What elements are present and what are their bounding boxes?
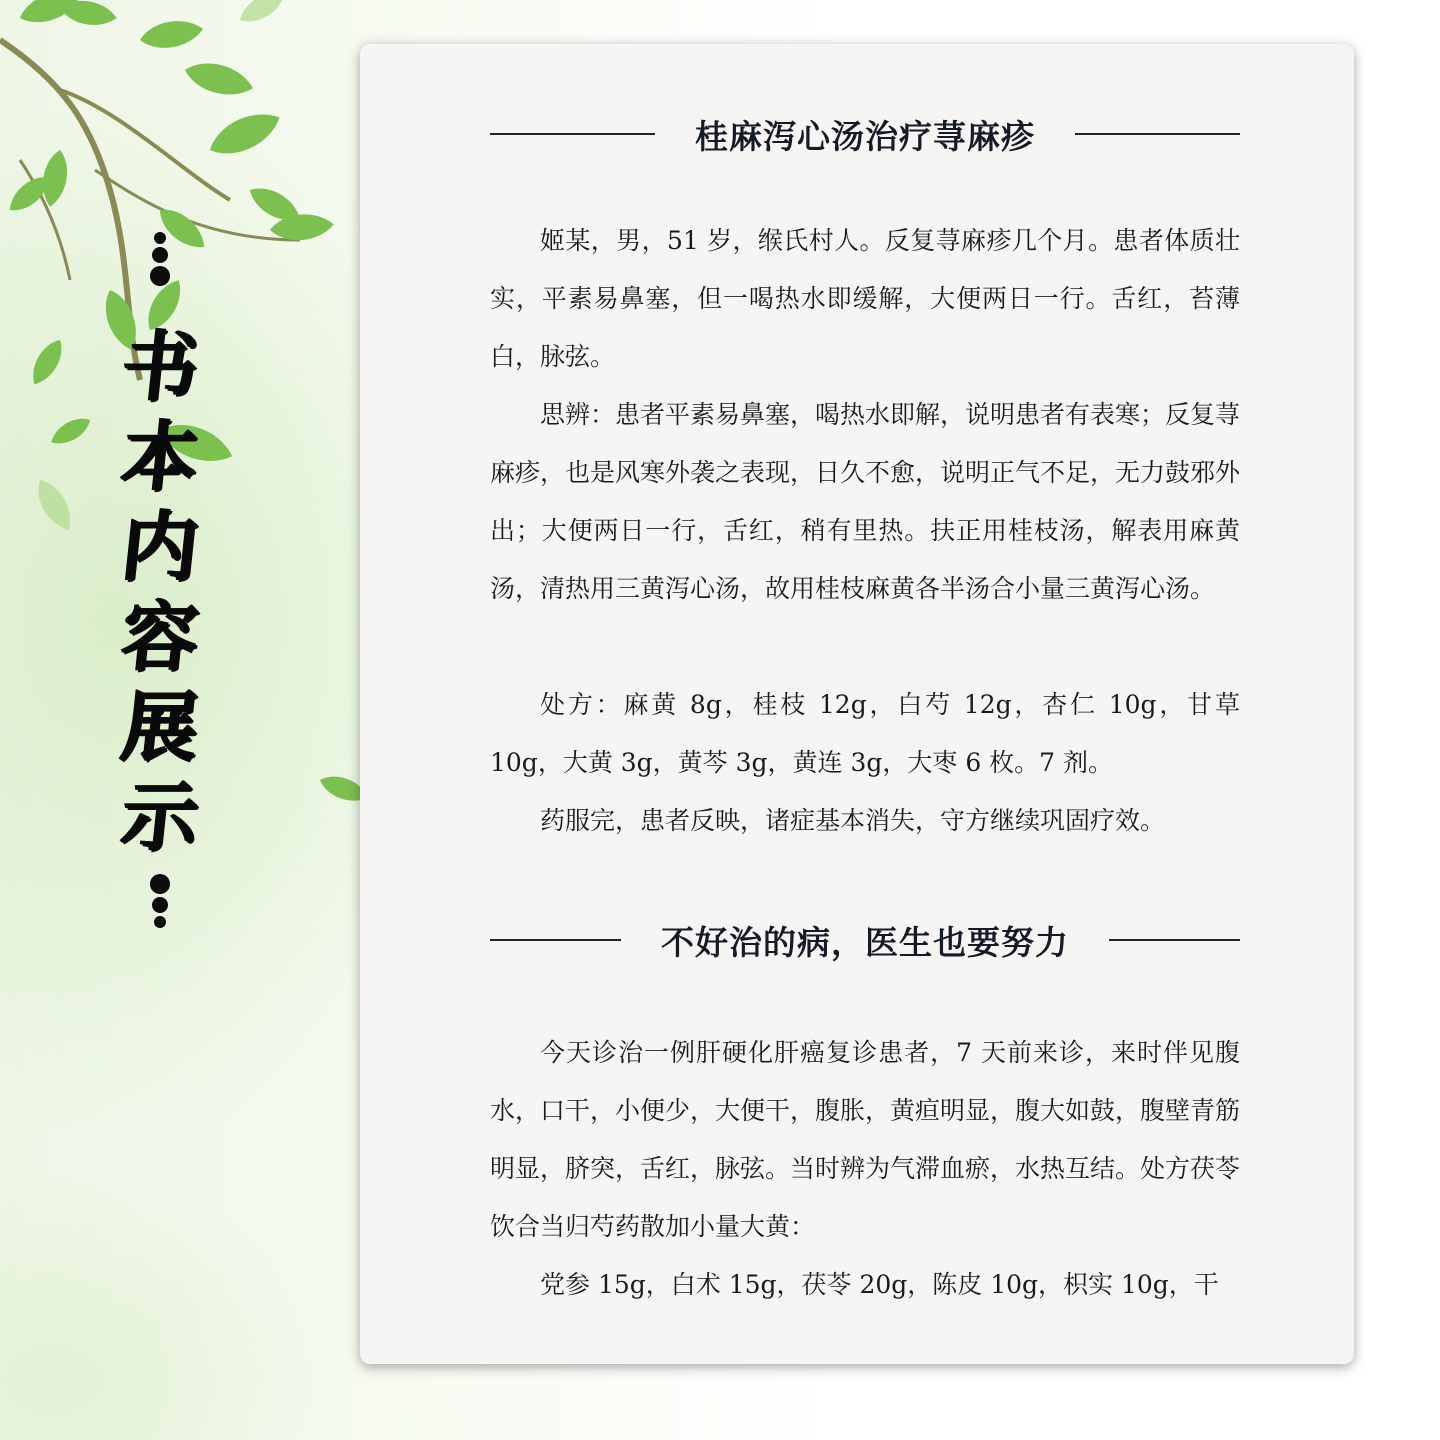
section-heading bbox=[490, 910, 1240, 970]
section-heading bbox=[490, 104, 1240, 164]
dots-decoration-bottom bbox=[100, 874, 220, 928]
heading-rule-left bbox=[490, 133, 655, 135]
side-title-char: 内 bbox=[117, 502, 203, 591]
heading-rule-left bbox=[490, 939, 621, 941]
heading-rule-right bbox=[1075, 133, 1240, 135]
side-title-char: 容 bbox=[117, 592, 203, 681]
book-page bbox=[360, 44, 1354, 1364]
side-banner bbox=[100, 232, 220, 942]
paragraph-prescription: 处方：麻黄 8g，桂枝 12g，白芍 12g，杏仁 10g，甘草 10g，大黄 3g，黄芩 3g，黄连 3g，大枣 6 枚。7 剂。 bbox=[490, 690, 1240, 777]
side-banner-title bbox=[100, 322, 220, 862]
paragraph-outcome: 药服完，患者反映，诸症基本消失，守方继续巩固疗效。 bbox=[540, 806, 1166, 835]
side-title-char: 示 bbox=[117, 772, 203, 861]
section-title-2: 不好治的病，医生也要努力 bbox=[661, 922, 1069, 962]
dots-decoration-top bbox=[100, 232, 220, 286]
section-title-1: 桂麻泻心汤治疗荨麻疹 bbox=[695, 116, 1035, 156]
side-title-char: 书 bbox=[117, 322, 203, 411]
paragraph-case: 姬某，男，51 岁，缑氏村人。反复荨麻疹几个月。患者体质壮实，平素易鼻塞，但一喝热水即缓解，大便两日一行。舌红，苔薄白，脉弦。 bbox=[490, 226, 1240, 371]
paragraph-prescription-2: 党参 15g，白术 15g，茯苓 20g，陈皮 10g，枳实 10g，干 bbox=[540, 1270, 1219, 1299]
side-title-char: 本 bbox=[117, 412, 203, 501]
paragraph-analysis: 思辨：患者平素易鼻塞，喝热水即解，说明患者有表寒；反复荨麻疹，也是风寒外袭之表现，日久不愈，说明正气不足，无力鼓邪外出；大便两日一行，舌红，稍有里热。扶正用桂枝汤，解表用麻黄汤，清热用三黄泻心汤，故用桂枝麻黄各半汤合小量三黄泻心汤。 bbox=[490, 400, 1241, 603]
side-title-char: 展 bbox=[117, 682, 203, 771]
heading-rule-right bbox=[1109, 939, 1240, 941]
paragraph-case-2: 今天诊治一例肝硬化肝癌复诊患者，7 天前来诊，来时伴见腹水，口干，小便少，大便干，腹胀，黄疸明显，腹大如鼓，腹壁青筋明显，脐突，舌红，脉弦。当时辨为气滞血瘀，水热互结。处方茯苓饮合当归芍药散加小量大黄： bbox=[490, 1038, 1241, 1241]
